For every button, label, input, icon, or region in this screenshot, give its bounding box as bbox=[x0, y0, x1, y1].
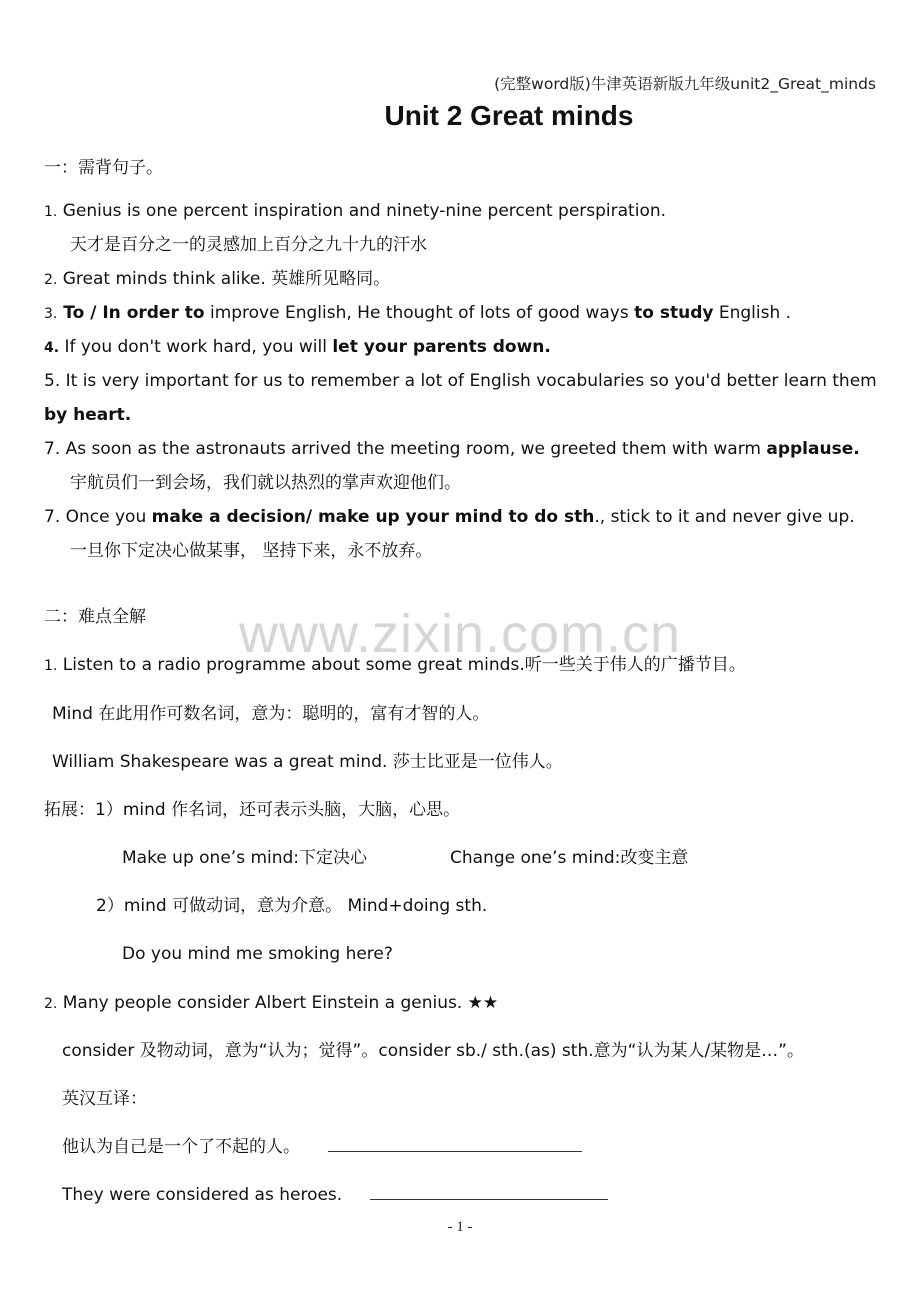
exercise-prompt: They were considered as heroes. bbox=[62, 1185, 343, 1205]
point-text: Many people consider Albert Einstein a genius. ★★ bbox=[57, 993, 499, 1013]
example-sentence: Do you mind me smoking here? bbox=[122, 944, 393, 964]
document-header: (完整word版)牛津英语新版九年级unit2_Great_minds bbox=[494, 75, 876, 93]
sentence-4 bbox=[44, 336, 551, 359]
exercise-item-2 bbox=[62, 1184, 608, 1206]
point-number: 2. bbox=[44, 996, 58, 1012]
section1-heading: 一：需背句子。 bbox=[44, 158, 163, 178]
page-number: - 1 - bbox=[447, 1219, 473, 1235]
key-phrase: by heart. bbox=[44, 405, 132, 425]
answer-blank[interactable] bbox=[370, 1185, 608, 1200]
sentence-text: If you don't work hard, you will bbox=[59, 337, 333, 357]
sentence-1 bbox=[44, 200, 666, 223]
sentence-text: 7. As soon as the astronauts arrived the meeting room, we greeted them with warm bbox=[44, 439, 767, 459]
sentence-text: ., stick to it and never give up. bbox=[594, 507, 855, 527]
point-2 bbox=[44, 992, 498, 1015]
extension-note-2: 2）mind 可做动词，意为介意。 Mind+doing sth. bbox=[96, 896, 488, 916]
sentence-text: Great minds think alike. 英雄所见略同。 bbox=[57, 269, 391, 289]
sentence-number: 2. bbox=[44, 272, 58, 288]
sentence-7 bbox=[44, 506, 855, 528]
sentence-text: 7. Once you bbox=[44, 507, 152, 527]
sentence-7-translation: 一旦你下定决心做某事， 坚持下来，永不放弃。 bbox=[70, 541, 433, 561]
sentence-6-translation: 宇航员们一到会场，我们就以热烈的掌声欢迎他们。 bbox=[70, 473, 461, 493]
key-phrase: To / In order to bbox=[57, 303, 205, 323]
point-1 bbox=[44, 654, 746, 677]
sentence-number: 4. bbox=[44, 340, 60, 356]
sentence-5: 5. It is very important for us to remember a lot of English vocabularies so you'd better learn them bbox=[44, 371, 877, 391]
sentence-2 bbox=[44, 268, 390, 291]
key-phrase: let your parents down. bbox=[332, 337, 551, 357]
key-phrase: make a decision/ make up your mind to do sth bbox=[151, 507, 595, 527]
exercise-heading: 英汉互译： bbox=[62, 1089, 147, 1109]
extension-note: 拓展：1）mind 作名词，还可表示头脑，大脑，心思。 bbox=[44, 800, 461, 820]
explanation-text: consider 及物动词，意为“认为；觉得”。consider sb./ sth.(as) sth.意为“认为某人/某物是…”。 bbox=[62, 1041, 804, 1061]
sentence-text: Genius is one percent inspiration and ninety-nine percent perspiration. bbox=[57, 201, 667, 221]
phrase-make-up-mind: Make up one’s mind:下定决心 bbox=[122, 848, 368, 868]
answer-blank[interactable] bbox=[328, 1137, 582, 1152]
key-phrase: to study bbox=[634, 303, 714, 323]
sentence-6 bbox=[44, 438, 860, 460]
exercise-item-1 bbox=[62, 1136, 582, 1158]
exercise-prompt: 他认为自己是一个了不起的人。 bbox=[62, 1137, 300, 1157]
page-title: Unit 2 Great minds bbox=[384, 100, 634, 131]
sentence-5-continued bbox=[44, 404, 131, 426]
sentence-3 bbox=[44, 302, 791, 325]
point-text: Listen to a radio programme about some great minds.听一些关于伟人的广播节目。 bbox=[57, 655, 746, 675]
watermark: www.zixin.com.cn bbox=[238, 604, 682, 664]
sentence-number: 3. bbox=[44, 306, 58, 322]
sentence-1-translation: 天才是百分之一的灵感加上百分之九十九的汗水 bbox=[70, 235, 427, 255]
section2-heading: 二：难点全解 bbox=[44, 607, 146, 627]
sentence-text: improve English, He thought of lots of good ways bbox=[204, 303, 635, 323]
explanation-text: Mind 在此用作可数名词，意为：聪明的，富有才智的人。 bbox=[52, 704, 490, 724]
point-number: 1. bbox=[44, 658, 58, 674]
phrase-change-mind: Change one’s mind:改变主意 bbox=[450, 848, 689, 868]
example-sentence: William Shakespeare was a great mind. 莎士比亚是一位伟人。 bbox=[52, 752, 563, 772]
sentence-text: English . bbox=[713, 303, 792, 323]
key-phrase: applause. bbox=[766, 439, 860, 459]
sentence-number: 1. bbox=[44, 204, 58, 220]
